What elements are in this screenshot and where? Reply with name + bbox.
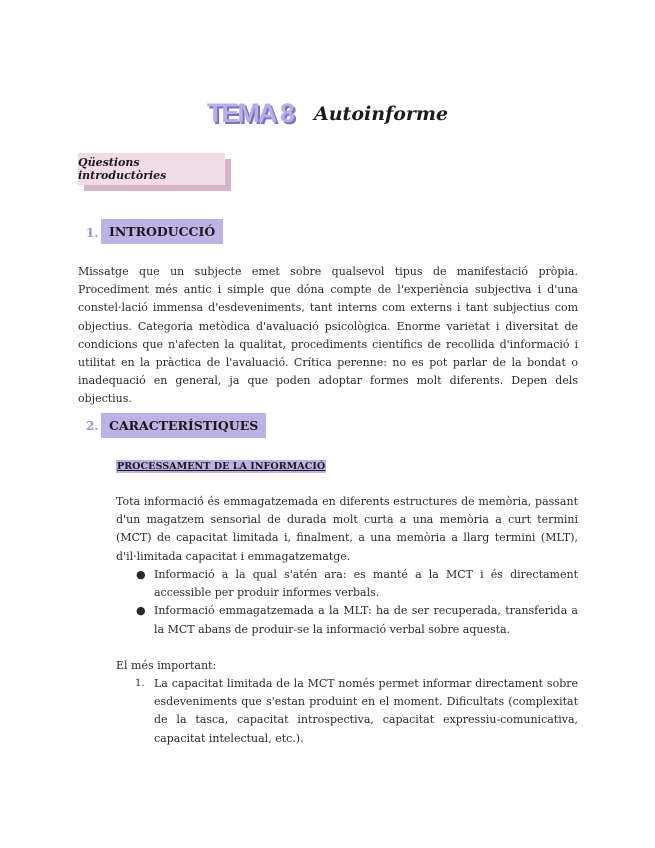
important-label: El més important: bbox=[116, 659, 217, 672]
section-1-heading: INTRODUCCIÓ bbox=[101, 219, 223, 244]
list-item bbox=[116, 566, 578, 602]
numbered-text: La capacitat limitada de la MCT només permet informar directament sobre esdeveniments que s'estan produint en el moment. Dificultats (complexitat de la tasca, capacitat introspectiva, capacitat expressiu-comunicativa, capacitat intelectual, etc.). bbox=[154, 677, 578, 745]
section-1-number: 1. bbox=[86, 226, 99, 240]
intro-questions-label: Qüestions introductòries bbox=[78, 153, 225, 185]
section-1-paragraph: Missatge que un subjecte emet sobre qualsevol tipus de manifestació pròpia. Procediment més antic i simple que dóna compte de l'experiència subjectiva i d'una constel·lació immensa d'esdeveniments, tant interns com externs i tant subjectius com objectius. Categoria metòdica d'avaluació psicològica. Enorme varietat i diversitat de condicions que n'afecten la qualitat, procediments científics de recollida d'informació i utilitat en la pràctica de l'avaluació. Crítica perenne: no es pot parlar de la bondat o inadequació en general, ja que poden adoptar formes molt diferents. Depen dels objectius. bbox=[78, 265, 578, 406]
list-item bbox=[116, 602, 578, 638]
bullet-text: Informació emmagatzemada a la MLT: ha de ser recuperada, transferida a la MCT abans de produir-se la informació verbal sobre aquesta. bbox=[154, 604, 578, 636]
list-number: 1. bbox=[135, 678, 145, 689]
section-2-number: 2. bbox=[86, 419, 99, 433]
bullet-icon: ● bbox=[136, 568, 146, 581]
bullet-icon: ● bbox=[136, 604, 146, 618]
section-2-subheading: PROCESSAMENT DE LA INFORMACIÓ bbox=[117, 461, 326, 472]
section-2-paragraph: Tota informació és emmagatzemada en diferents estructures de memòria, passant d'un magatzem sensorial de durada molt curta a una memòria a curt termini (MCT) de capacitat limitada i, finalment, a una memòria a llarg termini (MLT), d'il·limitada capacitat i emmagatzematge. bbox=[116, 495, 578, 563]
numbered-list bbox=[116, 675, 578, 748]
intro-questions-box bbox=[78, 153, 233, 191]
title-subtitle: Autoinforme bbox=[314, 102, 449, 125]
bullet-list bbox=[116, 566, 578, 639]
section-2-heading: CARACTERÍSTIQUES bbox=[101, 413, 266, 438]
bullet-text: Informació a la qual s'atén ara: es manté a la MCT i és directament accessible per produir informes verbals. bbox=[154, 568, 578, 600]
list-item bbox=[116, 675, 578, 748]
page-title bbox=[0, 98, 655, 129]
tema-label: TEMA 8 bbox=[206, 98, 293, 128]
